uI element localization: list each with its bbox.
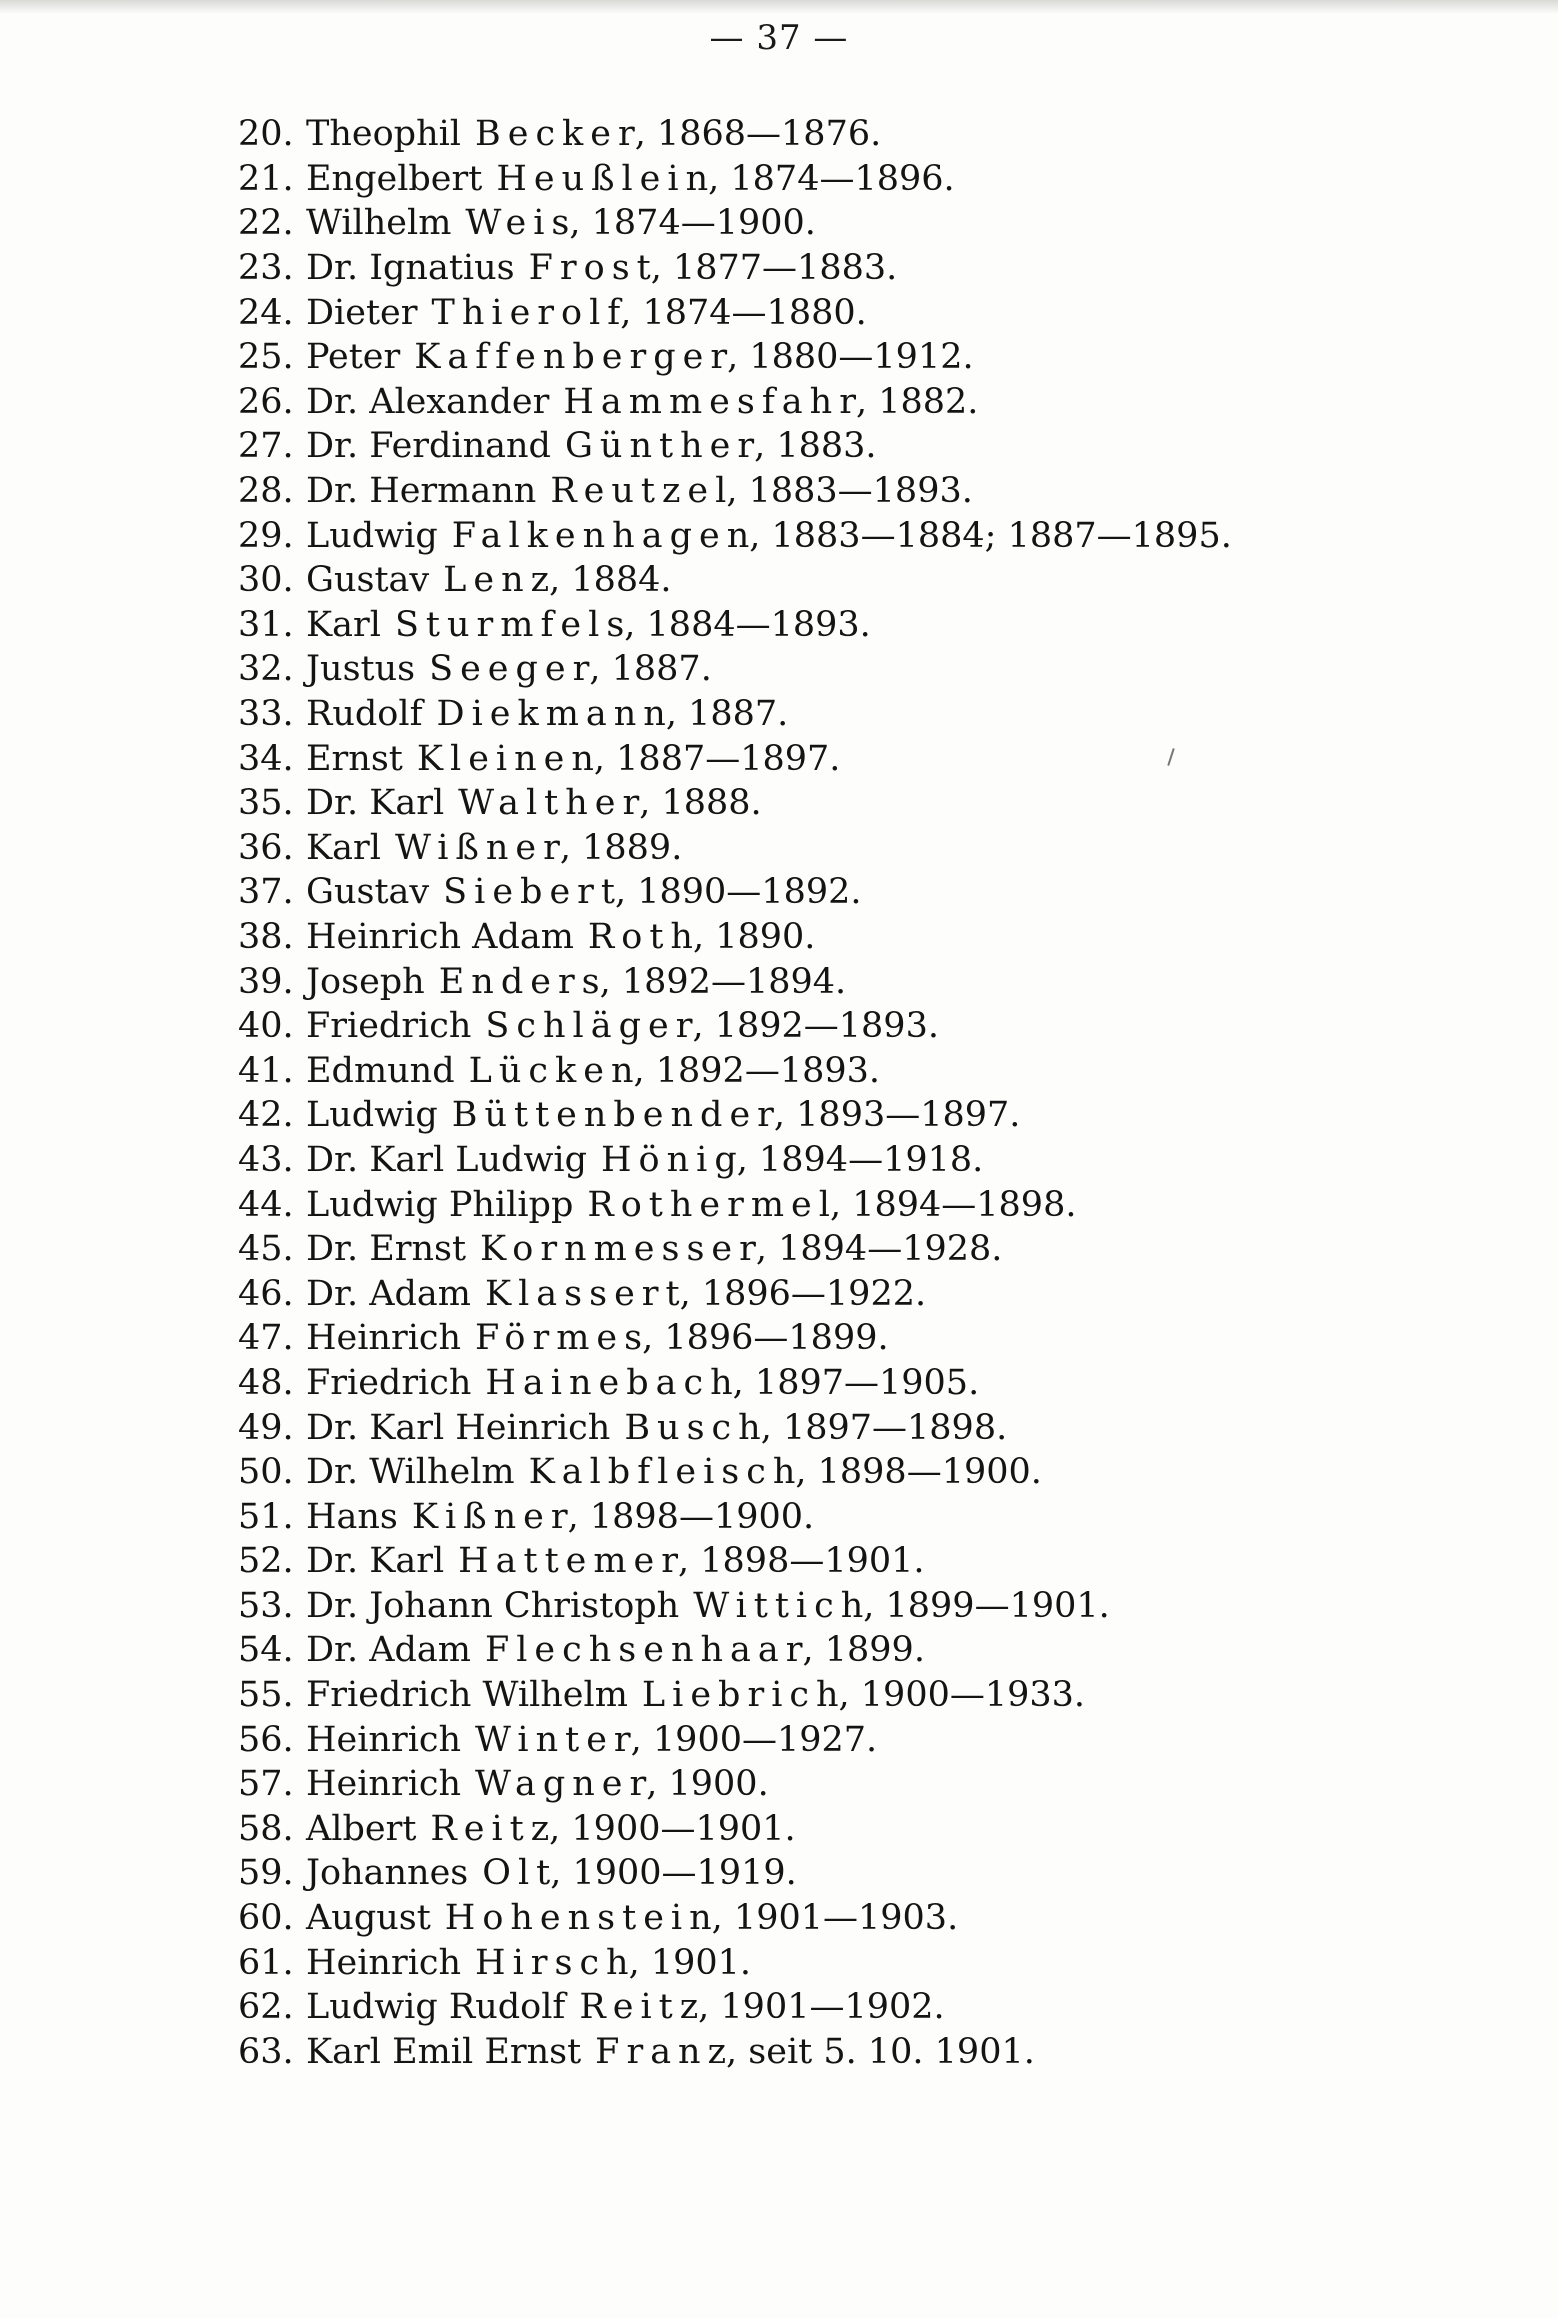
entry-surname: Hönig — [601, 1139, 744, 1180]
entry-surname: Olt — [482, 1853, 558, 1894]
entry-surname: Rothermel — [587, 1184, 837, 1225]
list-item — [238, 558, 1438, 603]
list-item — [238, 1227, 1438, 1272]
entry-surname: Kleinen — [416, 738, 601, 779]
entry-number: 37. — [238, 872, 294, 913]
list-item — [238, 1182, 1438, 1227]
entry-dates: , 1894—1928. — [755, 1229, 1003, 1270]
list-item — [238, 157, 1438, 202]
entry-given-name: Karl Emil Ernst — [306, 2031, 582, 2072]
entry-number: 53. — [238, 1585, 294, 1626]
entry-surname: Reutzel — [550, 471, 734, 512]
list-item — [238, 335, 1438, 380]
entry-number: 33. — [238, 694, 294, 735]
entry-given-name: Dr. Adam — [306, 1630, 471, 1671]
entry-surname: Winter — [475, 1719, 638, 1760]
entry-number: 25. — [238, 337, 294, 378]
list-item — [238, 513, 1438, 558]
entry-given-name: Theophil — [306, 114, 462, 155]
entry-surname: Kißner — [411, 1496, 575, 1537]
entry-surname: Wißner — [394, 827, 567, 868]
entry-given-name: Johannes — [306, 1853, 469, 1894]
entry-given-name: Ludwig Philipp — [306, 1184, 574, 1225]
entry-dates: , 1874—1896. — [708, 158, 955, 199]
entry-dates: , 1900—1927. — [630, 1719, 878, 1760]
list-item — [238, 1004, 1438, 1049]
list-item — [238, 1851, 1438, 1896]
entry-given-name: Ernst — [306, 738, 403, 779]
entry-surname: Heußlein — [496, 158, 716, 199]
entry-number: 45. — [238, 1229, 294, 1270]
entry-given-name: Dr. Karl — [306, 1541, 445, 1582]
entry-given-name: Ludwig Rudolf — [306, 1987, 566, 2028]
entry-number: 57. — [238, 1764, 294, 1805]
entry-dates: , 1887—1897. — [593, 738, 841, 779]
entry-surname: Kaffenberger — [414, 337, 735, 378]
entry-dates: , 1882. — [855, 381, 979, 422]
entry-given-name: Dieter — [306, 292, 418, 333]
entry-dates: , 1888. — [639, 783, 762, 824]
entry-given-name: Peter — [306, 337, 401, 378]
entry-given-name: Friedrich — [306, 1362, 472, 1403]
entry-dates: , 1887. — [589, 649, 712, 690]
list-item — [238, 1405, 1438, 1450]
entry-dates: , 1900—1901. — [549, 1808, 796, 1849]
entry-given-name: Edmund — [306, 1050, 455, 1091]
list-item — [238, 1048, 1438, 1093]
entry-dates: , 1884—1893. — [624, 604, 871, 645]
entry-number: 27. — [238, 426, 294, 467]
list-item — [238, 424, 1438, 469]
entry-dates: , 1896—1899. — [642, 1318, 889, 1359]
entry-given-name: Gustav — [306, 872, 430, 913]
entry-number: 23. — [238, 248, 294, 289]
entry-dates: , 1897—1898. — [760, 1407, 1008, 1448]
entry-given-name: Dr. Ernst — [306, 1229, 467, 1270]
entry-number: 28. — [238, 471, 294, 512]
entry-dates: , 1900—1933. — [838, 1675, 1086, 1716]
page-edge-shadow — [0, 0, 1558, 14]
entry-surname: Klassert — [484, 1273, 687, 1314]
entry-given-name: Heinrich — [306, 1764, 462, 1805]
entry-number: 51. — [238, 1496, 294, 1537]
entry-surname: Reitz — [579, 1987, 706, 2028]
list-item — [238, 1940, 1438, 1985]
entry-given-name: Ludwig — [306, 515, 438, 556]
entry-surname: Wagner — [475, 1764, 654, 1805]
entry-given-name: Friedrich Wilhelm — [306, 1675, 628, 1716]
list-item — [238, 1985, 1438, 2030]
entry-surname: Förmes — [475, 1318, 650, 1359]
entry-number: 26. — [238, 381, 294, 422]
entry-dates: , 1899—1901. — [863, 1585, 1110, 1626]
entry-surname: Thierolf — [431, 292, 628, 333]
list-item — [238, 112, 1438, 157]
entry-dates: , 1883—1893. — [726, 471, 973, 512]
entry-dates: , 1894—1898. — [829, 1184, 1077, 1225]
entry-dates: , 1883—1884; 1887—1895. — [749, 515, 1232, 556]
entry-number: 35. — [238, 783, 294, 824]
entry-number: 62. — [238, 1987, 294, 2028]
entry-number: 39. — [238, 961, 294, 1002]
entry-surname: Seeger — [429, 649, 597, 690]
list-item — [238, 1539, 1438, 1584]
entry-dates: , 1896—1922. — [679, 1273, 927, 1314]
entry-surname: Frost — [528, 248, 658, 289]
entry-surname: Sturmfels — [394, 604, 632, 645]
entry-surname: Busch — [624, 1407, 768, 1448]
entry-given-name: Karl — [306, 827, 381, 868]
list-item — [238, 647, 1438, 692]
list-item — [238, 201, 1438, 246]
entry-dates: , 1883. — [754, 426, 877, 467]
entry-number: 47. — [238, 1318, 294, 1359]
entry-dates: , 1877—1883. — [650, 248, 898, 289]
entry-given-name: Gustav — [306, 560, 430, 601]
entry-given-name: Dr. Johann Christoph — [306, 1585, 680, 1626]
entry-surname: Walther — [458, 783, 647, 824]
entry-given-name: August — [306, 1898, 431, 1939]
entry-given-name: Joseph — [306, 961, 425, 1002]
entry-number: 20. — [238, 114, 294, 155]
entry-given-name: Justus — [306, 649, 416, 690]
entry-dates: , seit 5. 10. 1901. — [726, 2031, 1035, 2072]
entry-dates: , 1868—1876. — [634, 114, 882, 155]
entry-given-name: Karl — [306, 604, 381, 645]
entry-number: 36. — [238, 827, 294, 868]
list-item — [238, 290, 1438, 335]
list-item — [238, 1361, 1438, 1406]
entry-surname: Flechsenhaar — [484, 1630, 810, 1671]
entry-number: 34. — [238, 738, 294, 779]
entry-dates: , 1880—1912. — [727, 337, 974, 378]
entry-surname: Becker — [475, 114, 642, 155]
entry-surname: Hattemer — [458, 1541, 686, 1582]
list-item — [238, 736, 1438, 781]
entry-number: 58. — [238, 1808, 294, 1849]
list-item — [238, 1762, 1438, 1807]
entry-surname: Siebert — [443, 872, 622, 913]
entry-surname: Diekmann — [436, 694, 673, 735]
entry-dates: , 1890—1892. — [614, 872, 862, 913]
entry-dates: , 1898—1901. — [678, 1541, 925, 1582]
list-item — [238, 1271, 1438, 1316]
entry-given-name: Wilhelm — [306, 203, 452, 244]
list-item — [238, 1584, 1438, 1629]
list-item — [238, 959, 1438, 1004]
entry-surname: Kornmesser — [480, 1229, 763, 1270]
entry-number: 42. — [238, 1095, 294, 1136]
entry-given-name: Dr. Adam — [306, 1273, 471, 1314]
entry-surname: Hainebach — [485, 1362, 740, 1403]
entry-number: 48. — [238, 1362, 294, 1403]
entry-dates: , 1900—1919. — [550, 1853, 797, 1894]
entry-surname: Reitz — [430, 1808, 557, 1849]
entry-dates: , 1900. — [646, 1764, 769, 1805]
entry-surname: Schläger — [485, 1006, 700, 1047]
list-item — [238, 1316, 1438, 1361]
entry-dates: , 1887. — [665, 694, 789, 735]
entry-dates: , 1901—1902. — [698, 1987, 945, 2028]
entry-dates: , 1874—1880. — [620, 292, 867, 333]
entry-number: 52. — [238, 1541, 294, 1582]
entry-dates: , 1892—1893. — [633, 1050, 881, 1091]
entry-given-name: Friedrich — [306, 1006, 472, 1047]
list-item — [238, 1450, 1438, 1495]
entry-given-name: Albert — [306, 1808, 417, 1849]
entry-number: 44. — [238, 1184, 294, 1225]
entry-dates: , 1901—1903. — [711, 1898, 959, 1939]
entry-dates: , 1899. — [802, 1630, 925, 1671]
list-item — [238, 1807, 1438, 1852]
list-item — [238, 915, 1438, 960]
entry-dates: , 1889. — [559, 827, 683, 868]
page-number: — 37 — — [709, 18, 849, 58]
entry-given-name: Ludwig — [306, 1095, 438, 1136]
entry-number: 31. — [238, 604, 294, 645]
list-item — [238, 781, 1438, 826]
entry-surname: Lücken — [468, 1050, 641, 1091]
entry-number: 40. — [238, 1006, 294, 1047]
entry-surname: Franz — [595, 2031, 734, 2072]
entry-number: 54. — [238, 1630, 294, 1671]
entry-surname: Büttenbender — [451, 1095, 781, 1136]
entry-dates: , 1897—1905. — [732, 1362, 980, 1403]
entry-surname: Günther — [564, 426, 762, 467]
entry-given-name: Hans — [306, 1496, 398, 1537]
entry-surname: Hirsch — [475, 1942, 636, 1983]
entry-surname: Lenz — [443, 560, 557, 601]
entry-given-name: Dr. Wilhelm — [306, 1452, 515, 1493]
entry-given-name: Heinrich — [306, 1719, 462, 1760]
entry-given-name: Heinrich — [306, 1942, 462, 1983]
entry-number: 55. — [238, 1675, 294, 1716]
entry-dates: , 1892—1893. — [692, 1006, 939, 1047]
entry-dates: , 1898—1900. — [795, 1452, 1042, 1493]
list-item — [238, 1138, 1438, 1183]
entry-number: 38. — [238, 916, 294, 957]
list-item — [238, 826, 1438, 871]
entry-number: 22. — [238, 203, 294, 244]
list-item — [238, 1896, 1438, 1941]
entry-dates: , 1890. — [692, 916, 816, 957]
entry-number: 46. — [238, 1273, 294, 1314]
entry-dates: , 1898—1900. — [567, 1496, 815, 1537]
entry-number: 32. — [238, 649, 294, 690]
list-item — [238, 380, 1438, 425]
entry-surname: Kalbfleisch — [528, 1452, 803, 1493]
list-item — [238, 1673, 1438, 1718]
entry-number: 56. — [238, 1719, 294, 1760]
list-item — [238, 2030, 1438, 2075]
entry-number: 61. — [238, 1942, 294, 1983]
entry-number: 21. — [238, 158, 294, 199]
entry-surname: Hohenstein — [444, 1898, 719, 1939]
entry-dates: , 1901. — [628, 1942, 752, 1983]
entry-surname: Wittich — [693, 1585, 871, 1626]
list-item — [238, 469, 1438, 514]
entry-surname: Roth — [587, 916, 700, 957]
entry-dates: , 1893—1897. — [773, 1095, 1021, 1136]
list-item — [238, 603, 1438, 648]
list-item — [238, 246, 1438, 291]
entry-number: 59. — [238, 1853, 294, 1894]
entry-surname: Falkenhagen — [451, 515, 757, 556]
entry-dates: , 1884. — [549, 560, 672, 601]
entry-dates: , 1894—1918. — [736, 1139, 984, 1180]
entry-given-name: Dr. Karl — [306, 783, 445, 824]
entry-surname: Liebrich — [641, 1675, 846, 1716]
entry-given-name: Rudolf — [306, 694, 423, 735]
entry-number: 50. — [238, 1452, 294, 1493]
entry-given-name: Dr. Karl Ludwig — [306, 1139, 588, 1180]
list-item — [238, 1628, 1438, 1673]
entry-surname: Hammesfahr — [563, 381, 863, 422]
entry-number: 60. — [238, 1898, 294, 1939]
entry-surname: Enders — [438, 961, 607, 1002]
entry-given-name: Heinrich — [306, 1318, 462, 1359]
entry-number: 41. — [238, 1050, 294, 1091]
entry-given-name: Dr. Ferdinand — [306, 426, 551, 467]
entry-given-name: Dr. Alexander — [306, 381, 550, 422]
entry-number: 30. — [238, 560, 294, 601]
entry-given-name: Dr. Karl Heinrich — [306, 1407, 611, 1448]
entry-given-name: Dr. Ignatius — [306, 248, 515, 289]
entry-given-name: Dr. Hermann — [306, 471, 537, 512]
entry-dates: , 1874—1900. — [569, 203, 816, 244]
entry-number: 24. — [238, 292, 294, 333]
entry-surname: Weis — [465, 203, 577, 244]
list-item — [238, 870, 1438, 915]
entry-number: 43. — [238, 1139, 294, 1180]
list-item — [238, 1494, 1438, 1539]
list-item — [238, 1717, 1438, 1762]
entry-number: 49. — [238, 1407, 294, 1448]
entry-given-name: Engelbert — [306, 158, 483, 199]
list-item — [238, 1093, 1438, 1138]
entry-number: 29. — [238, 515, 294, 556]
entry-given-name: Heinrich Adam — [306, 916, 574, 957]
entry-dates: , 1892—1894. — [599, 961, 847, 1002]
entry-number: 63. — [238, 2031, 294, 2072]
list-item — [238, 692, 1438, 737]
name-list — [238, 112, 1438, 2074]
